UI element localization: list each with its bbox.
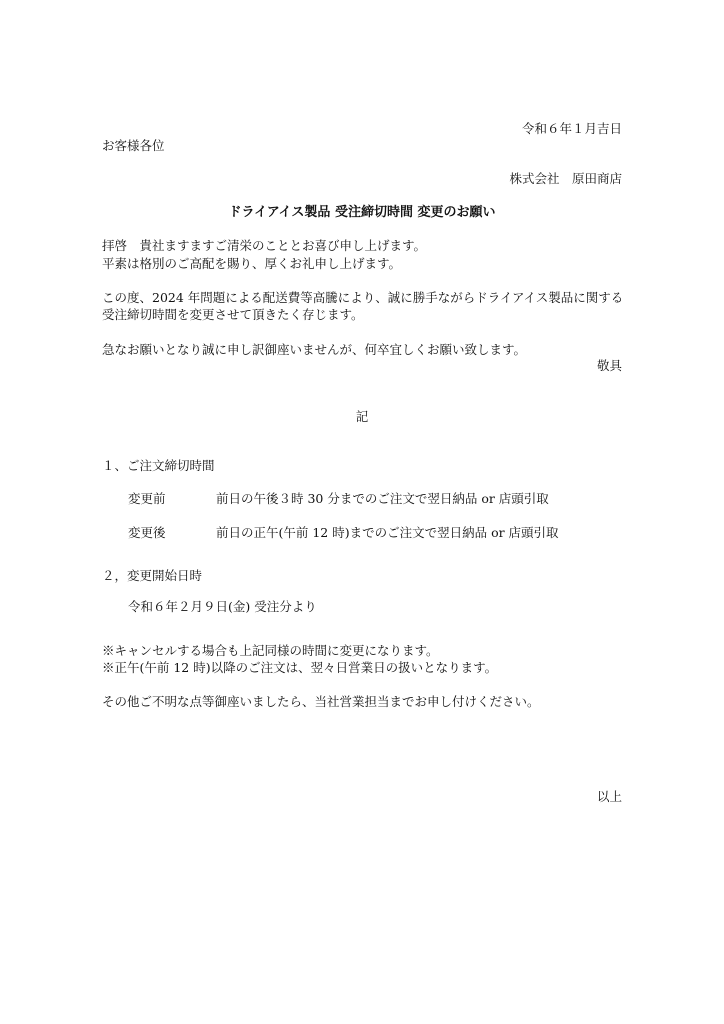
closing-keigu: 敬具 [596,358,622,373]
item1-before-text: 前日の午後３時 30 分までのご注文で翌日納品 or 店頭引取 [216,491,549,506]
document-title: ドライアイス製品 受注締切時間 変更のお願い [228,205,496,220]
body-paragraph-1-line-1: この度、2024 年問題による配送費等高騰により、誠に勝手ながらドライアイス製品に関する [102,290,624,305]
note-2: ※正午(午前 12 時)以降のご注文は、翌々日営業日の扱いとなります。 [102,660,498,675]
greeting-line-2: 平素は格別のご高配を賜り、厚くお礼申し上げます。 [102,256,402,271]
recipient: お客様各位 [102,138,165,153]
inquiry-text: その他ご不明な点等御座いましたら、当社営業担当までお申し付けください。 [102,694,540,709]
item1-heading: １、ご注文締切時間 [102,458,215,473]
item1-after-text: 前日の正午(午前 12 時)までのご注文で翌日納品 or 店頭引取 [216,525,559,540]
ki-marker: 記 [355,409,369,424]
end-ijou: 以上 [596,789,622,804]
item2-heading: ２，変更開始日時 [102,568,203,583]
item2-text: 令和６年２月９日(金) 受注分より [128,599,317,614]
greeting-line-1: 拝啓 貴社ますますご清栄のこととお喜び申し上げます。 [102,238,427,253]
item1-after-label: 変更後 [128,525,166,540]
body-paragraph-1-line-2: 受注締切時間を変更させて頂きたく存じます。 [102,307,364,322]
body-paragraph-2: 急なお願いとなり誠に申し訳御座いませんが、何卒宜しくお願い致します。 [102,342,527,357]
issue-date: 令和６年１月吉日 [521,121,622,136]
sender-company: 株式会社 原田商店 [509,171,622,186]
item1-before-label: 変更前 [128,491,166,506]
note-1: ※キャンセルする場合も上記同様の時間に変更になります。 [102,643,439,658]
